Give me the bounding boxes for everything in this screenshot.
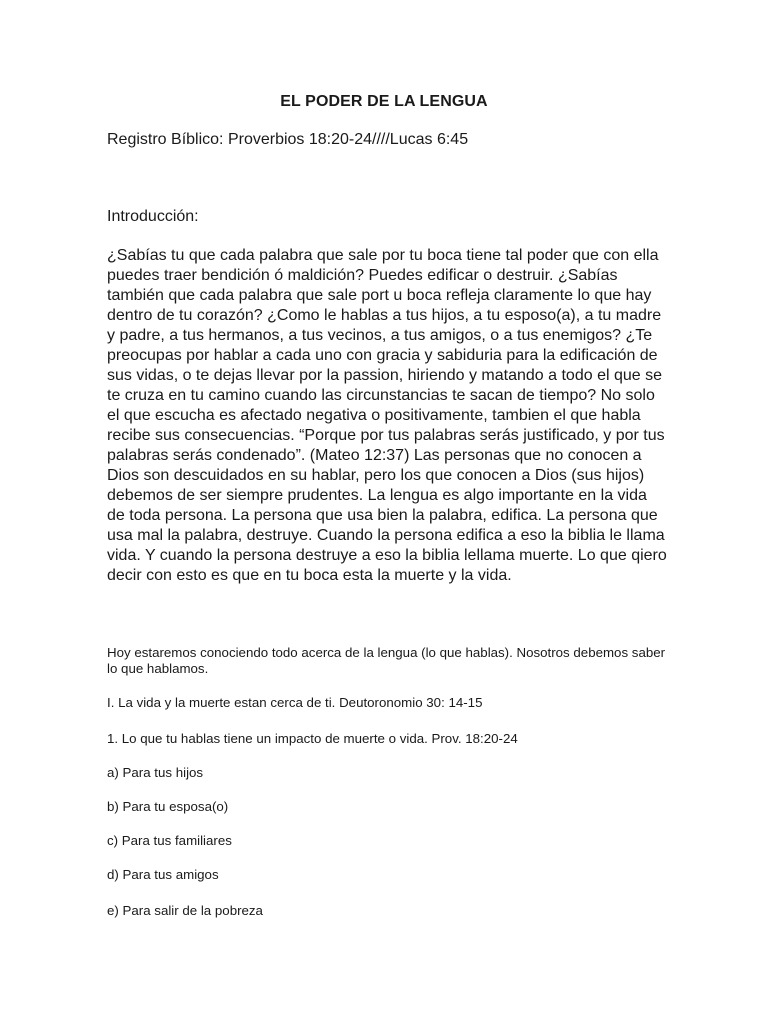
point-1: 1. Lo que tu hablas tiene un impacto de muerte o vida. Prov. 18:20-24	[107, 731, 518, 746]
page-title: EL PODER DE LA LENGUA	[280, 93, 488, 110]
list-item: a) Para tus hijos	[107, 765, 204, 780]
list-item: b) Para tu esposa(o)	[107, 799, 229, 814]
list-item: d) Para tus amigos	[107, 867, 219, 882]
bible-reference: Registro Bíblico: Proverbios 18:20-24////Lucas 6:45	[107, 131, 469, 148]
list-item: c) Para tus familiares	[107, 833, 232, 848]
section-heading-i: I. La vida y la muerte estan cerca de ti. Deutoronomio 30: 14-15	[107, 695, 483, 710]
intro-heading: Introducción:	[107, 208, 199, 225]
today-paragraph: Hoy estaremos conociendo todo acerca de la lengua (lo que hablas). Nosotros debemos saber lo que hablamos.	[107, 645, 666, 676]
list-item: e) Para salir de la pobreza	[107, 903, 263, 918]
intro-paragraph: ¿Sabías tu que cada palabra que sale por tu boca tiene tal poder que con ella puedes traer bendición ó maldición? Puedes edificar o destruir. ¿Sabías también que cada palabra que sale port u boca refleja claramente lo que hay dentro de tu corazón? ¿Como le hablas a tus hijos, a tu esposo(a), a tu madre y padre, a tus hermanos, a tus vecinos, a tus amigos, o a tus enemigos? ¿Te preocupas por hablar a cada uno con gracia y sabiduria para la edificación de sus vidas, o te dejas llevar por la passion, hiriendo y matando a todo el que se te cruza en tu camino cuando las circunstancias te sacan de tiempo? No solo el que escucha es afectado negativa o positivamente, tambien el que habla recibe sus consecuencias. “Porque por tus palabras serás justificado, y por tus palabras serás condenado”. (Mateo 12:37) Las personas que no conocen a Dios son descuidados en su hablar, pero los que conocen a Dios (sus hijos) debemos de ser siempre prudentes. La lengua es algo importante en la vida de toda persona. La persona que usa bien la palabra, edifica. La persona que usa mal la palabra, destruye. Cuando la persona edifica a eso la biblia le llama vida. Y cuando la persona destruye a eso la biblia lellama muerte. Lo que qiero decir con esto es que en tu boca esta la muerte y la vida.	[107, 247, 667, 584]
